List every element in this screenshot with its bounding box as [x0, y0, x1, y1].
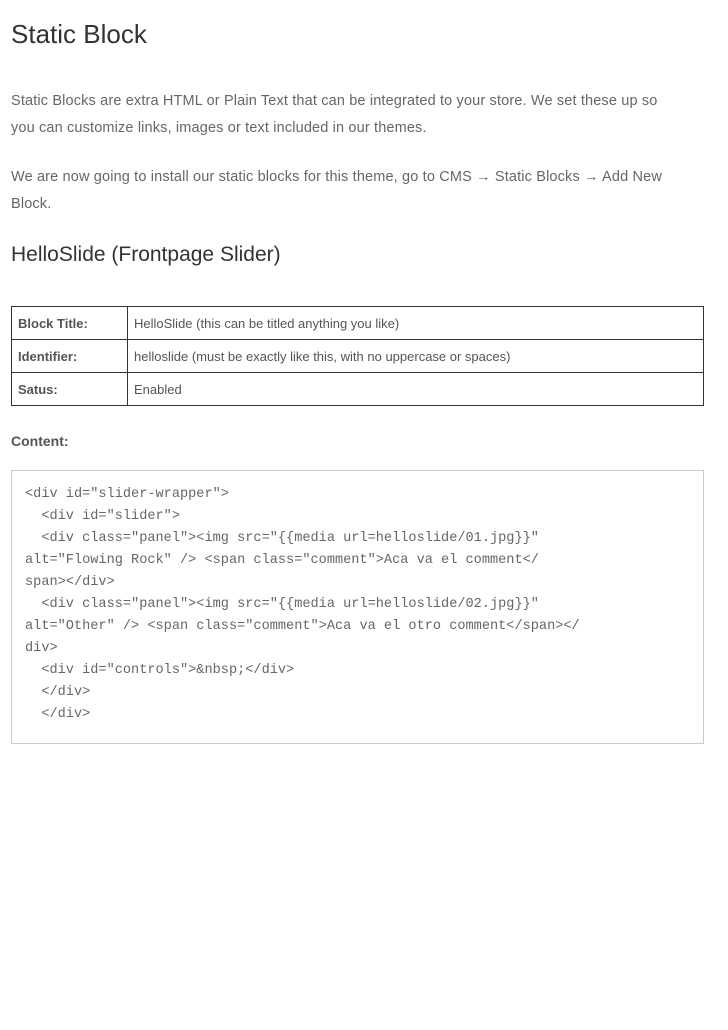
intro-paragraph	[11, 88, 717, 142]
code-block[interactable]	[11, 470, 704, 744]
content-label: Content:	[11, 433, 69, 449]
page-title: Static Block	[11, 19, 147, 49]
block-settings-table	[11, 306, 704, 406]
code-line: alt="Other" /> <span class="comment">Aca va el otro comment</span></	[25, 619, 580, 634]
install-paragraph-line: Block.	[11, 196, 52, 212]
table-row	[12, 307, 704, 340]
table-value-cell: Enabled	[128, 373, 704, 406]
install-paragraph-line: We are now going to install our static blocks for this theme, go to CMS → Static Blocks → Add New	[11, 169, 662, 185]
code-line: alt="Flowing Rock" /> <span class="comment">Aca va el comment</	[25, 553, 539, 568]
table-key-cell: Satus:	[12, 373, 128, 406]
install-paragraph	[11, 164, 717, 218]
code-line: <div class="panel"><img src="{{media url=helloslide/01.jpg}}"	[25, 531, 539, 546]
table-row	[12, 373, 704, 406]
code-text[interactable]	[25, 484, 580, 726]
code-line: <div class="panel"><img src="{{media url=helloslide/02.jpg}}"	[25, 597, 539, 612]
code-line: <div id="slider-wrapper">	[25, 487, 229, 502]
table-row	[12, 340, 704, 373]
code-line: <div id="slider">	[25, 509, 180, 524]
table-key-cell: Identifier:	[12, 340, 128, 373]
code-line: </div>	[25, 685, 91, 700]
intro-paragraph-line: you can customize links, images or text included in our themes.	[11, 120, 427, 136]
code-line: div>	[25, 641, 58, 656]
code-line: span></div>	[25, 575, 115, 590]
table-value-cell: helloslide (must be exactly like this, with no uppercase or spaces)	[128, 340, 704, 373]
table-key-cell: Block Title:	[12, 307, 128, 340]
section-title: HelloSlide (Frontpage Slider)	[11, 243, 281, 266]
intro-paragraph-line: Static Blocks are extra HTML or Plain Text that can be integrated to your store. We set these up so	[11, 93, 658, 109]
code-line: <div id="controls">&nbsp;</div>	[25, 663, 295, 678]
table-value-cell: HelloSlide (this can be titled anything you like)	[128, 307, 704, 340]
code-line: </div>	[25, 707, 91, 722]
